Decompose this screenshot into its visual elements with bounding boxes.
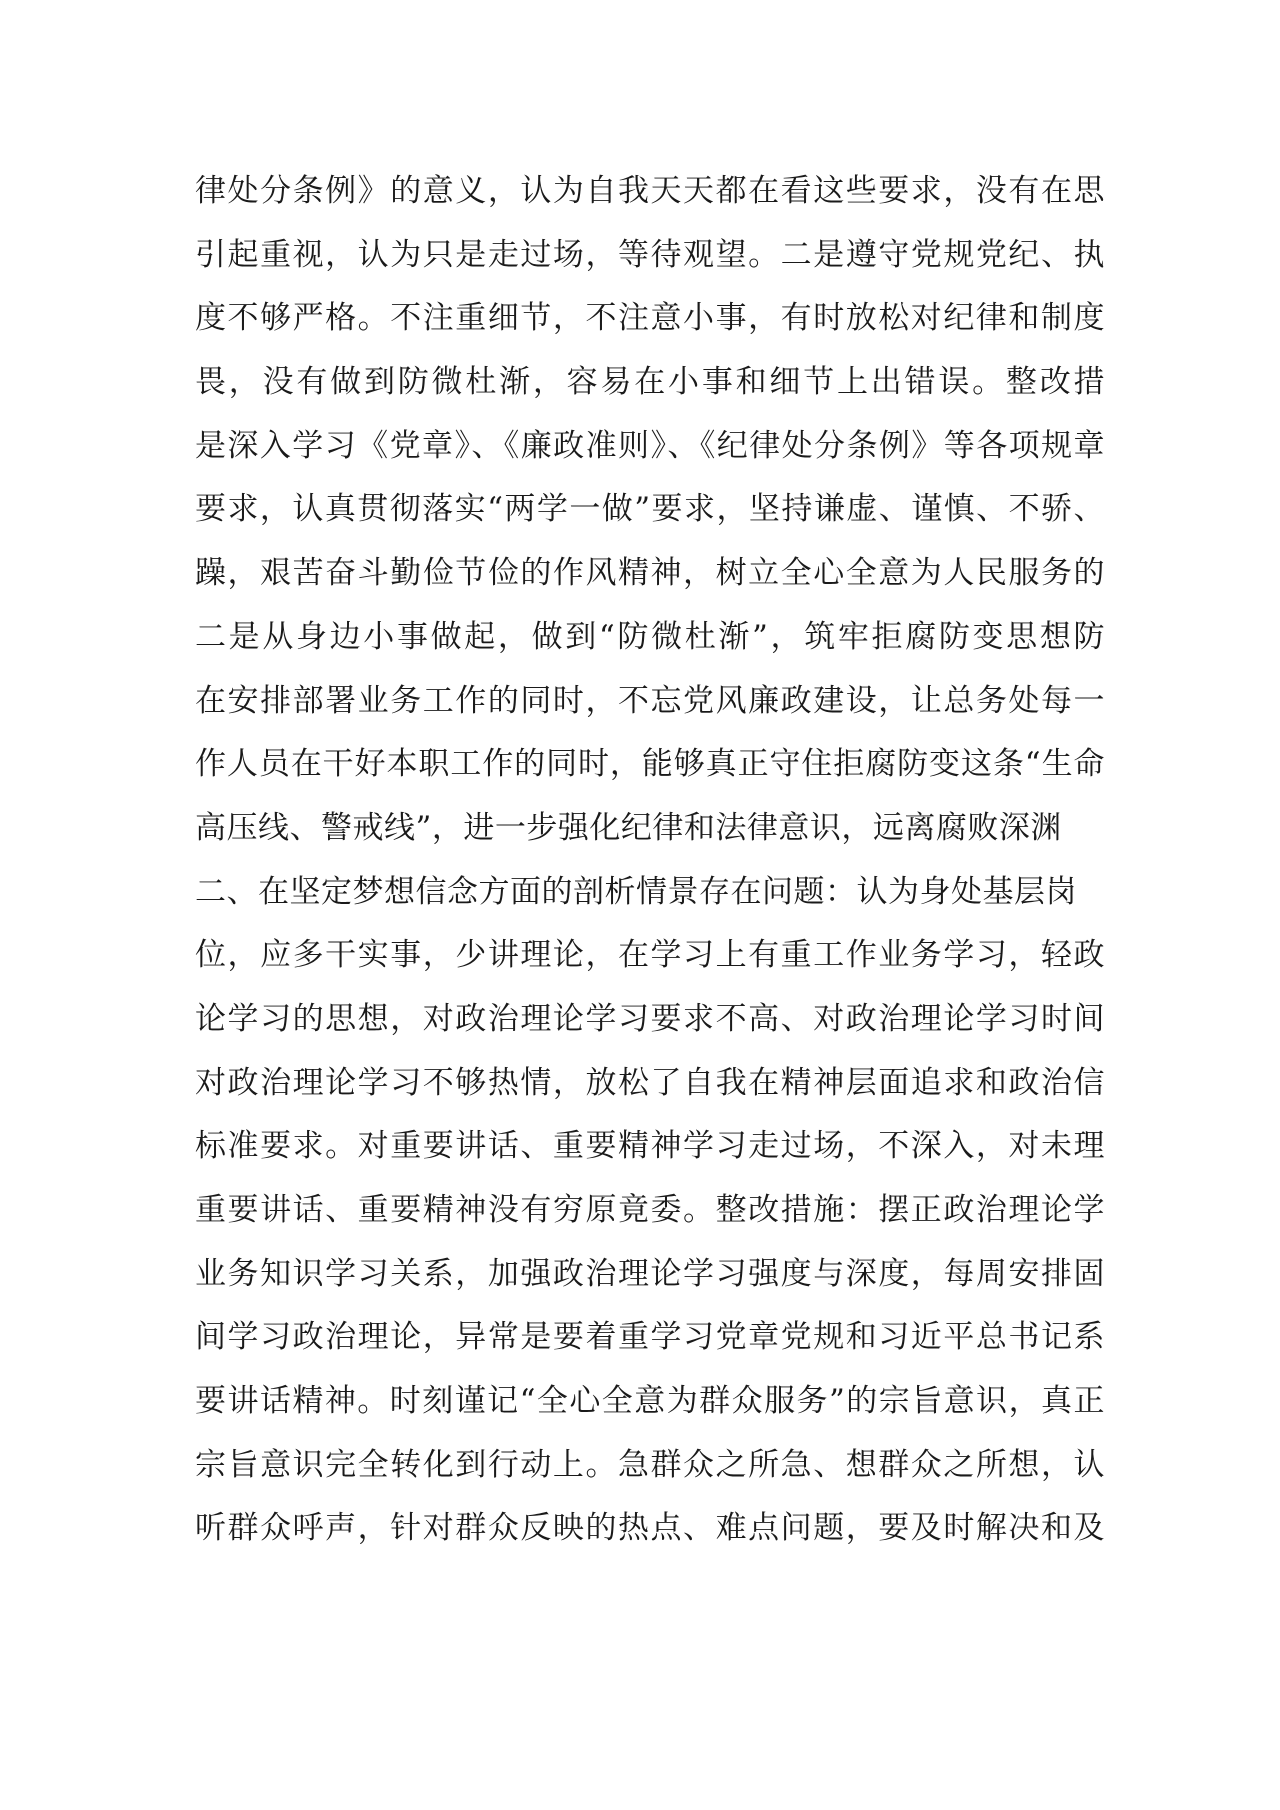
text-line: 是深入学习《党章》、《廉政准则》、《纪律处分条例》等各项规章 [195, 427, 1105, 464]
text-line: 业务知识学习关系，加强政治理论学习强度与深度，每周安排固 [195, 1255, 1105, 1292]
text-line: 作人员在干好本职工作的同时，能够真正守住拒腐防变这条“生命 [195, 746, 1105, 783]
text-line: 对政治理论学习不够热情，放松了自我在精神层面追求和政治信 [195, 1064, 1105, 1101]
text-line: 听群众呼声，针对群众反映的热点、难点问题，要及时解决和及 [195, 1510, 1105, 1547]
text-line: 畏，没有做到防微杜渐，容易在小事和细节上出错误。整改措 [195, 364, 1105, 401]
text-line: 要讲话精神。时刻谨记“全心全意为群众服务”的宗旨意识，真正 [195, 1383, 1105, 1420]
text-line: 位，应多干实事，少讲理论，在学习上有重工作业务学习，轻政 [195, 937, 1105, 974]
text-line: 躁，艰苦奋斗勤俭节俭的作风精神，树立全心全意为人民服务的 [195, 555, 1105, 592]
text-line: 高压线、警戒线”，进一步强化纪律和法律意识，远离腐败深渊 [195, 809, 1062, 846]
text-line: 重要讲话、重要精神没有穷原竟委。整改措施：摆正政治理论学 [195, 1192, 1105, 1228]
text-line: 标准要求。对重要讲话、重要精神学习走过场，不深入，对未理 [195, 1128, 1105, 1165]
section-heading-line: 二、在坚定梦想信念方面的剖析情景存在问题：认为身处基层岗 [195, 873, 1077, 910]
text-line: 宗旨意识完全转化到行动上。急群众之所急、想群众之所想，认 [195, 1446, 1105, 1483]
text-line: 引起重视，认为只是走过场，等待观望。二是遵守党规党纪、执 [195, 236, 1105, 273]
text-line: 度不够严格。不注重细节，不注意小事，有时放松对纪律和制度 [195, 300, 1105, 337]
text-line: 二是从身边小事做起，做到“防微杜渐”，筑牢拒腐防变思想防 [195, 618, 1105, 655]
text-line: 论学习的思想，对政治理论学习要求不高、对政治理论学习时间 [195, 1000, 1105, 1037]
text-line: 律处分条例》的意义，认为自我天天都在看这些要求，没有在思 [195, 173, 1105, 209]
text-line: 在安排部署业务工作的同时，不忘党风廉政建设，让总务处每一 [195, 682, 1105, 719]
text-line: 间学习政治理论，异常是要着重学习党章党规和习近平总书记系 [195, 1319, 1105, 1356]
text-line: 要求，认真贯彻落实“两学一做”要求，坚持谦虚、谨慎、不骄、 [195, 491, 1105, 528]
body-text [195, 160, 1105, 1561]
